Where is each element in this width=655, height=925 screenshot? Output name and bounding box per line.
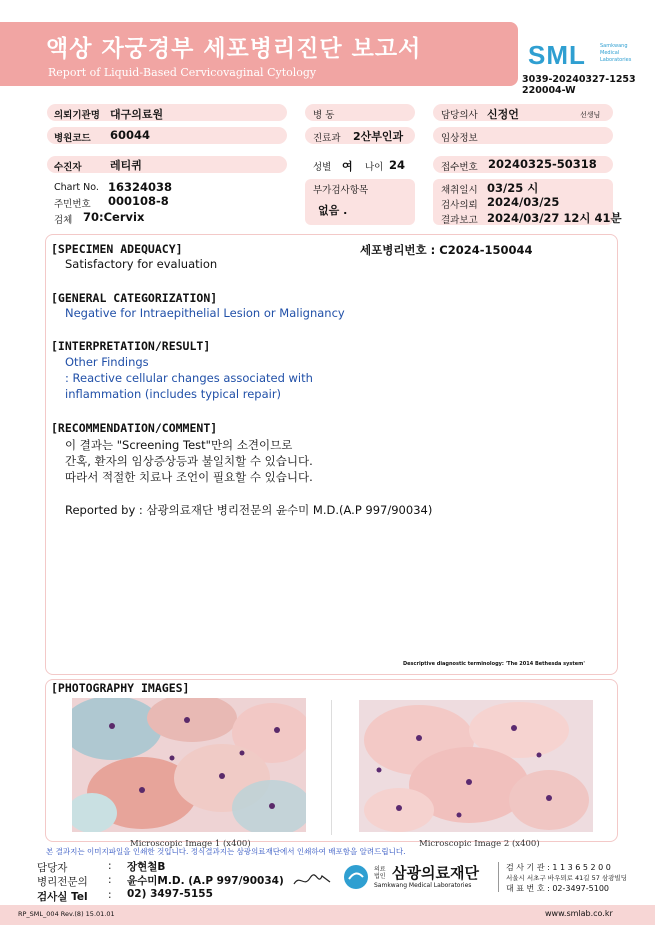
specimen-value: 70:Cervix <box>83 210 145 224</box>
request-value: 2024/03/25 <box>487 195 560 209</box>
image-1-caption: Microscopic Image 1 (x400) <box>130 839 251 849</box>
foundation-logo-icon <box>343 864 369 890</box>
specimen-label: 검체 <box>54 215 73 226</box>
form-id: RP_SML_004 Rev.(8) 15.01.01 <box>18 910 115 918</box>
print-notice: 본 결과지는 이미지파일을 인쇄한 것입니다. 정식결과지는 삼광의료재단에서 인쇄하여 배포함을 알려드립니다. <box>46 847 406 856</box>
manager-label: 담당자 <box>37 862 68 874</box>
doctor-value: 신정언 <box>487 108 519 121</box>
adequacy-text: Satisfactory for evaluation <box>65 257 218 271</box>
main-phone: 대 표 번 호 : 02-3497-5100 <box>506 884 609 893</box>
footer-divider <box>498 862 499 892</box>
chart-value: 16324038 <box>108 180 173 194</box>
dept-label: 진료과 <box>313 133 341 144</box>
tel-value: 02) 3497-5155 <box>127 888 213 900</box>
adequacy-title: [SPECIMEN ADEQUACY] <box>51 242 183 256</box>
website-link[interactable]: www.smlab.co.kr <box>545 909 613 918</box>
hospcode-value: 60044 <box>110 128 151 142</box>
recommendation-line-2: 간혹, 환자의 임상증상등과 불일치할 수 있습니다. <box>65 454 313 468</box>
request-number: 3039-20240327-1253 220004-W <box>522 74 636 96</box>
patient-label: 수진자 <box>54 162 82 173</box>
manager-value: 장현철B <box>127 861 166 873</box>
doctor-suffix: 선생님 <box>580 111 601 119</box>
ward-label: 병 동 <box>313 110 335 121</box>
hospcode-label: 병원코드 <box>54 133 91 144</box>
request-label: 검사의뢰 <box>441 200 478 211</box>
collect-label: 채취일시 <box>441 185 478 196</box>
sex-value: 여 <box>342 160 353 173</box>
dept-value: 2산부인과 <box>353 130 404 143</box>
collect-value: 03/25 시 <box>487 181 539 195</box>
foundation-name: 삼광의료재단 <box>392 864 479 882</box>
foundation-type: 의료법인 <box>374 866 386 880</box>
recommendation-title: [RECOMMENDATION/COMMENT] <box>51 421 218 435</box>
tel-label: 검사실 Tel <box>37 891 88 903</box>
institution-value: 대구의료원 <box>110 108 164 121</box>
microscopic-image-1 <box>72 698 306 832</box>
patient-field <box>47 156 287 173</box>
image-divider <box>331 700 332 835</box>
interpretation-line-1: Other Findings <box>65 355 149 369</box>
path-number: 세포병리번호 : C2024-150044 <box>360 243 533 257</box>
chart-label: Chart No. <box>54 182 99 193</box>
patient-value: 레티퀴 <box>110 159 142 172</box>
photography-title: [PHOTOGRAPHY IMAGES] <box>51 681 190 695</box>
pathologist-colon: : <box>108 874 112 886</box>
interpretation-line-3: inflammation (includes typical repair) <box>65 387 282 401</box>
receipt-value: 20240325-50318 <box>488 157 597 171</box>
recommendation-line-3: 따라서 적절한 치료나 조언이 필요할 수 있습니다. <box>65 470 313 484</box>
recommendation-line-1: 이 결과는 "Screening Test"만의 소견이므로 <box>65 438 293 452</box>
reported-by: Reported by : 삼광의료재단 병리전문의 윤수미 M.D.(A.P 997/90034) <box>65 503 433 517</box>
resident-label: 주민번호 <box>54 199 91 210</box>
logo-text: SML <box>528 40 586 70</box>
doctor-label: 담당의사 <box>441 110 478 121</box>
address: 서울시 서초구 바우뫼로 41길 57 삼광빌딩 <box>506 874 628 882</box>
foundation-name-en: Samkwang Medical Laboratories <box>374 882 472 889</box>
extra-tests-value: 없음 . <box>318 204 348 217</box>
extra-tests-label: 부가검사항목 <box>313 185 369 196</box>
interpretation-title: [INTERPRETATION/RESULT] <box>51 339 211 353</box>
tel-colon: : <box>108 889 112 901</box>
pathologist-label: 병리전문의 <box>37 876 88 888</box>
image-2-caption: Microscopic Image 2 (x400) <box>419 839 540 849</box>
terminology-note: Descriptive diagnostic terminology: 'The 2014 Bethesda system' <box>403 661 585 667</box>
registration-number: 검 사 기 관 : 1 1 3 6 5 2 0 0 <box>506 863 611 872</box>
general-title: [GENERAL CATEGORIZATION] <box>51 291 218 305</box>
microscopic-image-2 <box>359 700 593 832</box>
general-text: Negative for Intraepithelial Lesion or Malignancy <box>65 306 345 320</box>
report-subtitle: Report of Liquid-Based Cervicovaginal Cytology <box>48 66 317 79</box>
result-label: 결과보고 <box>441 215 478 226</box>
logo-subtext: Samkwang Medical Laboratories <box>600 43 632 63</box>
result-value: 2024/03/27 12시 41분 <box>487 211 622 225</box>
age-label: 나이 <box>365 162 384 173</box>
pathologist-value: 윤수미M.D. (A.P 997/90034) <box>127 875 284 887</box>
receipt-label: 접수번호 <box>441 162 478 173</box>
manager-colon: : <box>108 860 112 872</box>
age-value: 24 <box>389 158 406 172</box>
signature-image <box>292 870 332 890</box>
sex-label: 성별 <box>313 162 332 173</box>
resident-value: 000108-8 <box>108 194 169 208</box>
report-title: 액상 자궁경부 세포병리진단 보고서 <box>46 36 422 62</box>
institution-label: 의뢰기관명 <box>54 110 100 121</box>
clinical-label: 임상정보 <box>441 133 478 144</box>
sml-logo <box>528 40 646 72</box>
interpretation-line-2: : Reactive cellular changes associated with <box>65 371 313 385</box>
